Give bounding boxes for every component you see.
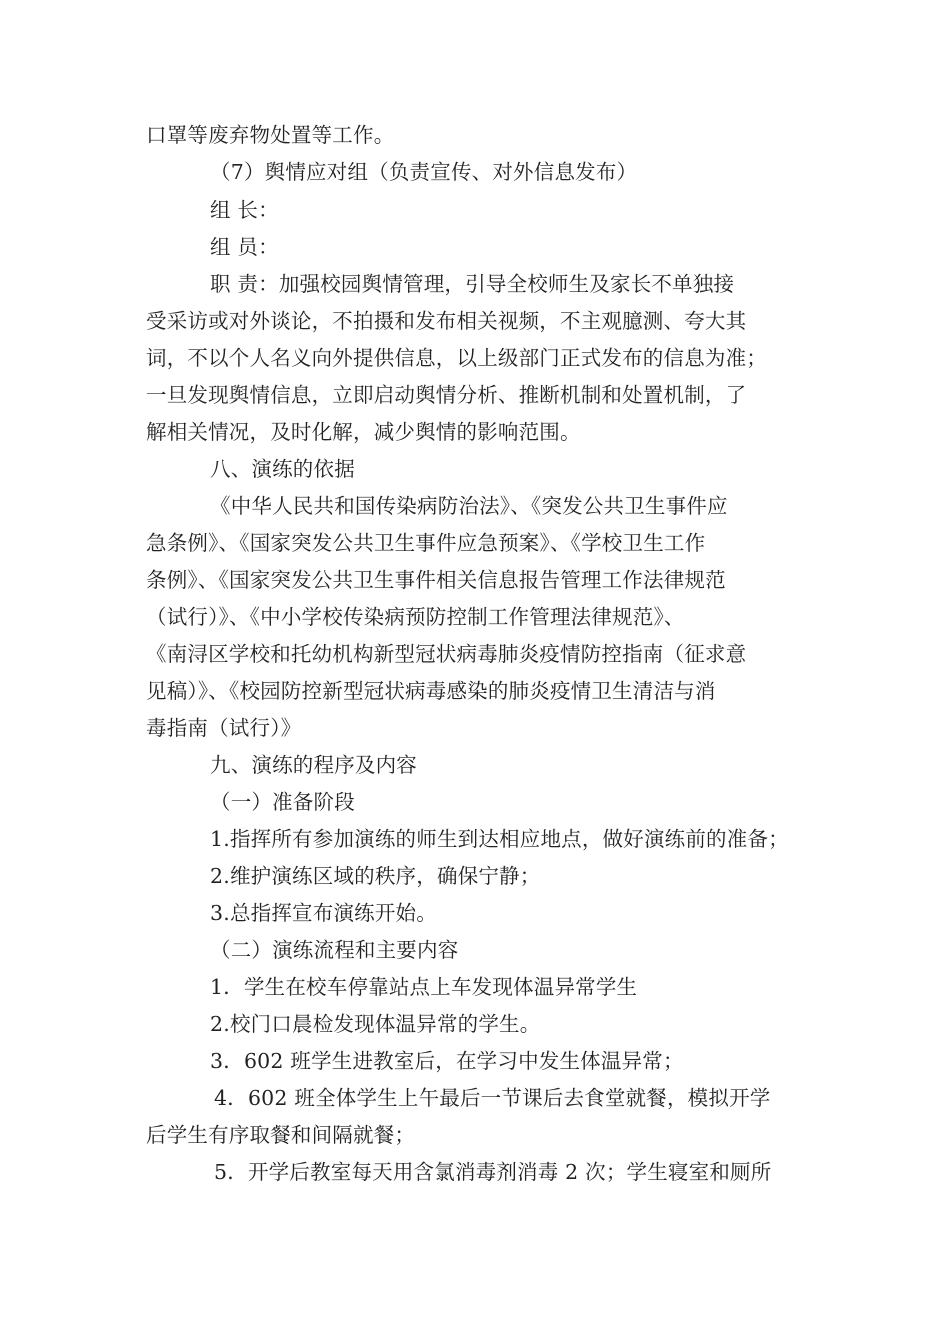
paragraph-line: 后学生有序取餐和间隔就餐； — [146, 1123, 416, 1147]
paragraph-line: （试行）》、《中小学校传染病预防控制工作管理法律规范》、 — [146, 605, 685, 629]
list-item: 3.总指挥宣布演练开始。 — [210, 901, 437, 925]
list-item: 1．学生在校车停靠站点上车发现体温异常学生 — [210, 975, 638, 999]
paragraph-line: 组 员： — [210, 235, 279, 259]
list-item: 1.指挥所有参加演练的师生到达相应地点，做好演练前的准备； — [210, 827, 789, 851]
subsection-heading: （二）演练流程和主要内容 — [210, 938, 459, 962]
paragraph-line: 《中华人民共和国传染病防治法》、《突发公共卫生事件应 — [210, 494, 728, 518]
paragraph-line: 解相关情况，及时化解，减少舆情的影响范围。 — [146, 420, 581, 444]
section-heading: 八、演练的依据 — [210, 457, 355, 481]
list-item: 3．602 班学生进教室后，在学习中发生体温异常； — [210, 1049, 684, 1073]
paragraph-line: 毒指南（试行）》 — [146, 716, 302, 740]
paragraph-line: 职 责：加强校园舆情管理，引导全校师生及家长不单独接 — [210, 272, 735, 296]
list-item: 5．开学后教室每天用含氯消毒剂消毒 2 次；学生寝室和厕所 — [214, 1160, 772, 1184]
paragraph-line: 受采访或对外谈论，不拍摄和发布相关视频，不主观臆测、夸大其 — [146, 309, 747, 333]
list-item: 4．602 班全体学生上午最后一节课后去食堂就餐，模拟开学 — [214, 1086, 771, 1110]
paragraph-line: 词，不以个人名义向外提供信息，以上级部门正式发布的信息为准； — [146, 346, 767, 370]
section-heading: 九、演练的程序及内容 — [210, 753, 417, 777]
paragraph-line: 急条例》、《国家突发公共卫生事件应急预案》、《学校卫生工作 — [146, 531, 706, 555]
list-item: 2.校门口晨检发现体温异常的学生。 — [210, 1012, 541, 1036]
paragraph-line: 组 长： — [210, 198, 279, 222]
section-heading: （7）舆情应对组（负责宣传、对外信息发布） — [210, 160, 638, 184]
paragraph-line: 《南浔区学校和托幼机构新型冠状病毒肺炎疫情防控指南（征求意 — [146, 642, 747, 666]
paragraph-line: 口罩等废弃物处置等工作。 — [146, 123, 395, 147]
paragraph-line: 见稿）》、《校园防控新型冠状病毒感染的肺炎疫情卫生清洁与消 — [146, 679, 716, 703]
paragraph-line: 一旦发现舆情信息，立即启动舆情分析、推断机制和处置机制，了 — [146, 383, 747, 407]
paragraph-line: 条例》、《国家突发公共卫生事件相关信息报告管理工作法律规范 — [146, 568, 726, 592]
subsection-heading: （一）准备阶段 — [210, 790, 355, 814]
list-item: 2.维护演练区域的秩序，确保宁静； — [210, 864, 541, 888]
